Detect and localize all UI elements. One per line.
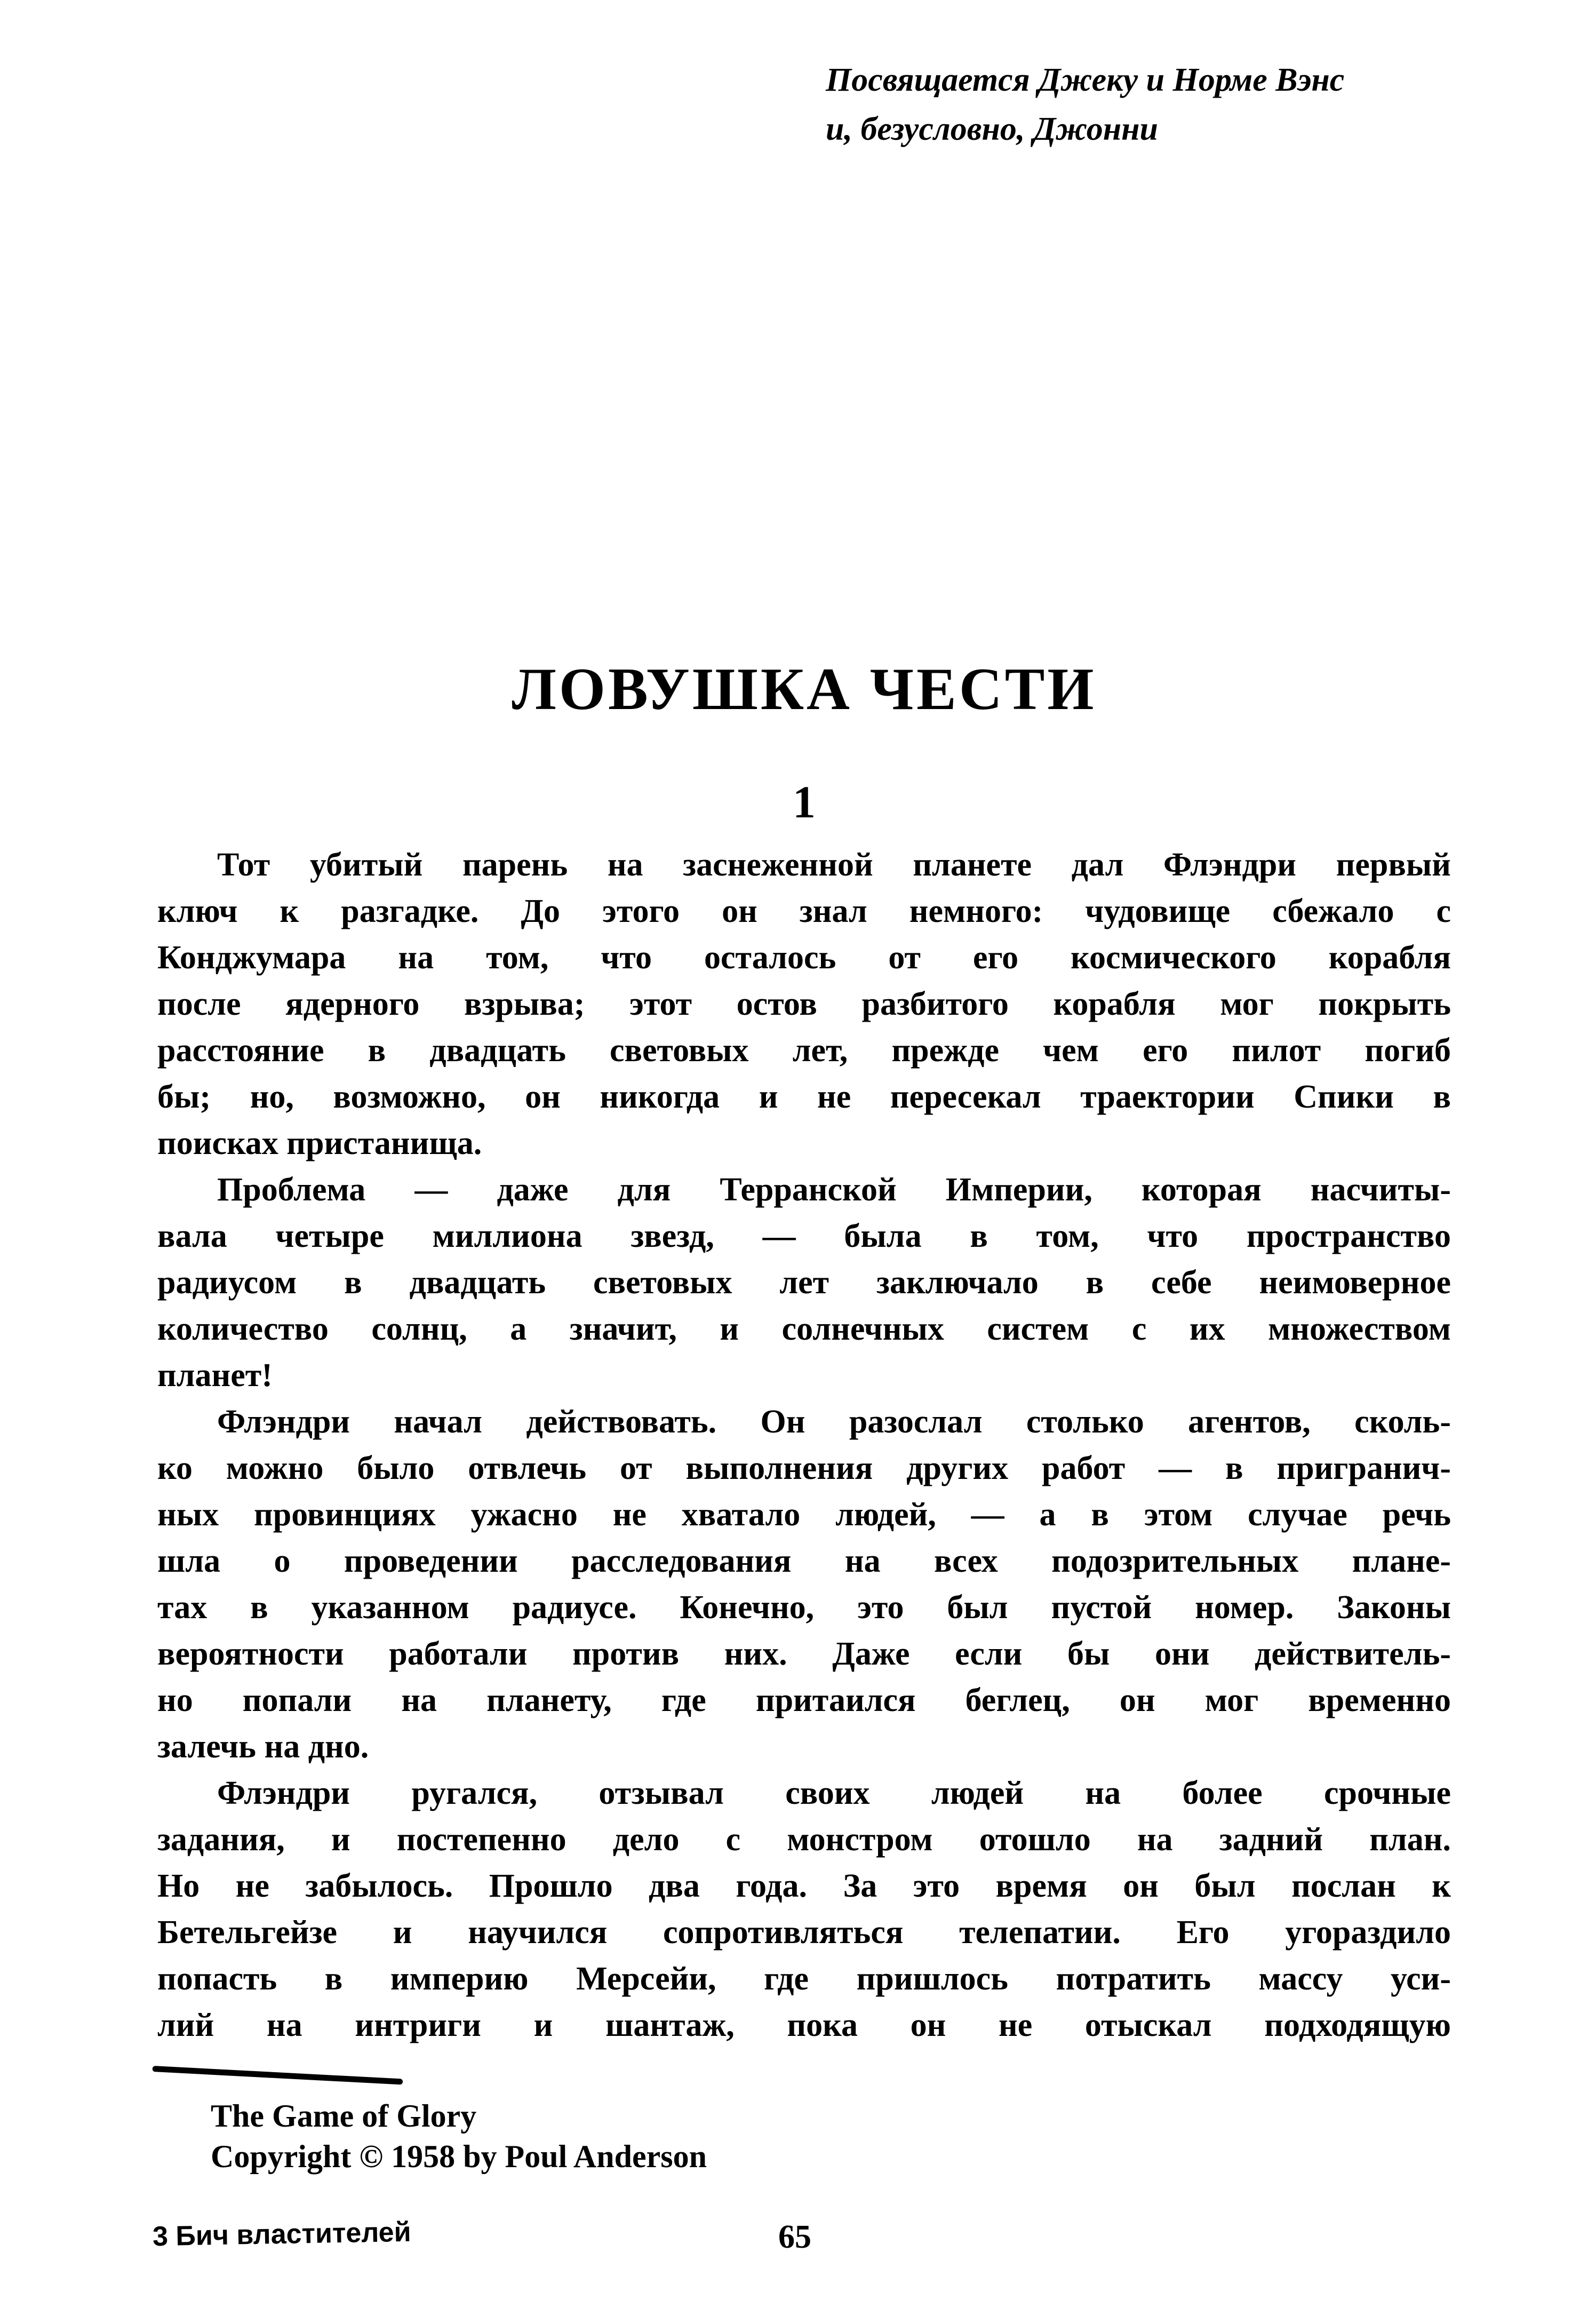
text-line: расстояние в двадцать световых лет, прежде чем его пилот погиб — [157, 1032, 1451, 1069]
body-text — [157, 842, 1451, 2049]
text-line: Посвящается Джеку и Норме Вэнс — [826, 62, 1345, 98]
text-line: количество солнц, а значит, и солнечных систем с их множеством — [157, 1311, 1451, 1347]
text-line: вероятности работали против них. Даже если бы они действитель- — [157, 1636, 1451, 1672]
text-line: Тот убитый парень на заснеженной планете дал Флэндри первый — [217, 847, 1451, 883]
text-line: попасть в империю Мерсейи, где пришлось потратить массу уси- — [157, 1961, 1451, 1997]
footnote — [211, 2096, 707, 2177]
story-title: ЛОВУШКА ЧЕСТИ — [512, 656, 1097, 722]
text-line: ных провинциях ужасно не хватало людей, — а в этом случае речь — [157, 1497, 1451, 1533]
text-line: Но не забылось. Прошло два года. За это время он был послан к — [157, 1868, 1451, 1904]
text-line: вала четыре миллиона звезд, — была в том, что пространство — [157, 1218, 1451, 1254]
text-line: после ядерного взрыва; этот остов разбитого корабля мог покрыть — [157, 986, 1451, 1022]
text-line: ко можно было отвлечь от выполнения других работ — в пригранич- — [157, 1450, 1451, 1486]
dedication — [826, 55, 1344, 154]
text-line: ключ к разгадке. До этого он знал немного: чудовище сбежало с — [157, 893, 1451, 929]
text-line: поисках пристанища. — [157, 1125, 482, 1161]
text-line: Флэндри ругался, отзывал своих людей на более срочные — [217, 1775, 1451, 1811]
text-line: Copyright © 1958 by Poul Anderson — [211, 2139, 707, 2174]
text-line: Конджумара на том, что осталось от его космического корабля — [157, 940, 1451, 976]
text-line: Флэндри начал действовать. Он разослал столько агентов, сколь- — [217, 1404, 1451, 1440]
text-line: и, безусловно, Джонни — [826, 111, 1159, 147]
chapter-number: 1 — [793, 776, 816, 827]
text-line: The Game of Glory — [211, 2098, 477, 2134]
printers-signature: 3 Бич властителей — [152, 2216, 412, 2253]
text-line: залечь на дно. — [157, 1729, 369, 1765]
text-line: Бетельгейзе и научился сопротивляться телепатии. Его угораздило — [157, 1914, 1451, 1951]
text-line: лий на интриги и шантаж, пока он не отыскал подходящую — [157, 2007, 1451, 2043]
footnote-divider — [152, 2066, 403, 2085]
paragraph — [157, 1399, 1451, 1770]
text-line: Проблема — даже для Терранской Империи, которая насчиты- — [217, 1172, 1451, 1208]
paragraph — [157, 1770, 1451, 2049]
text-line: бы; но, возможно, он никогда и не пересекал траектории Спики в — [157, 1079, 1451, 1115]
text-line: планет! — [157, 1357, 273, 1394]
text-line: задания, и постепенно дело с монстром отошло на задний план. — [157, 1821, 1451, 1858]
text-line: тах в указанном радиусе. Конечно, это был пустой номер. Законы — [157, 1589, 1451, 1626]
page-number: 65 — [778, 2219, 811, 2255]
paragraph — [157, 1167, 1451, 1399]
text-line: шла о проведении расследования на всех подозрительных плане- — [157, 1543, 1451, 1579]
paragraph — [157, 842, 1451, 1167]
text-line: радиусом в двадцать световых лет заключало в себе неимоверное — [157, 1264, 1451, 1301]
text-line: но попали на планету, где притаился беглец, он мог временно — [157, 1682, 1451, 1718]
